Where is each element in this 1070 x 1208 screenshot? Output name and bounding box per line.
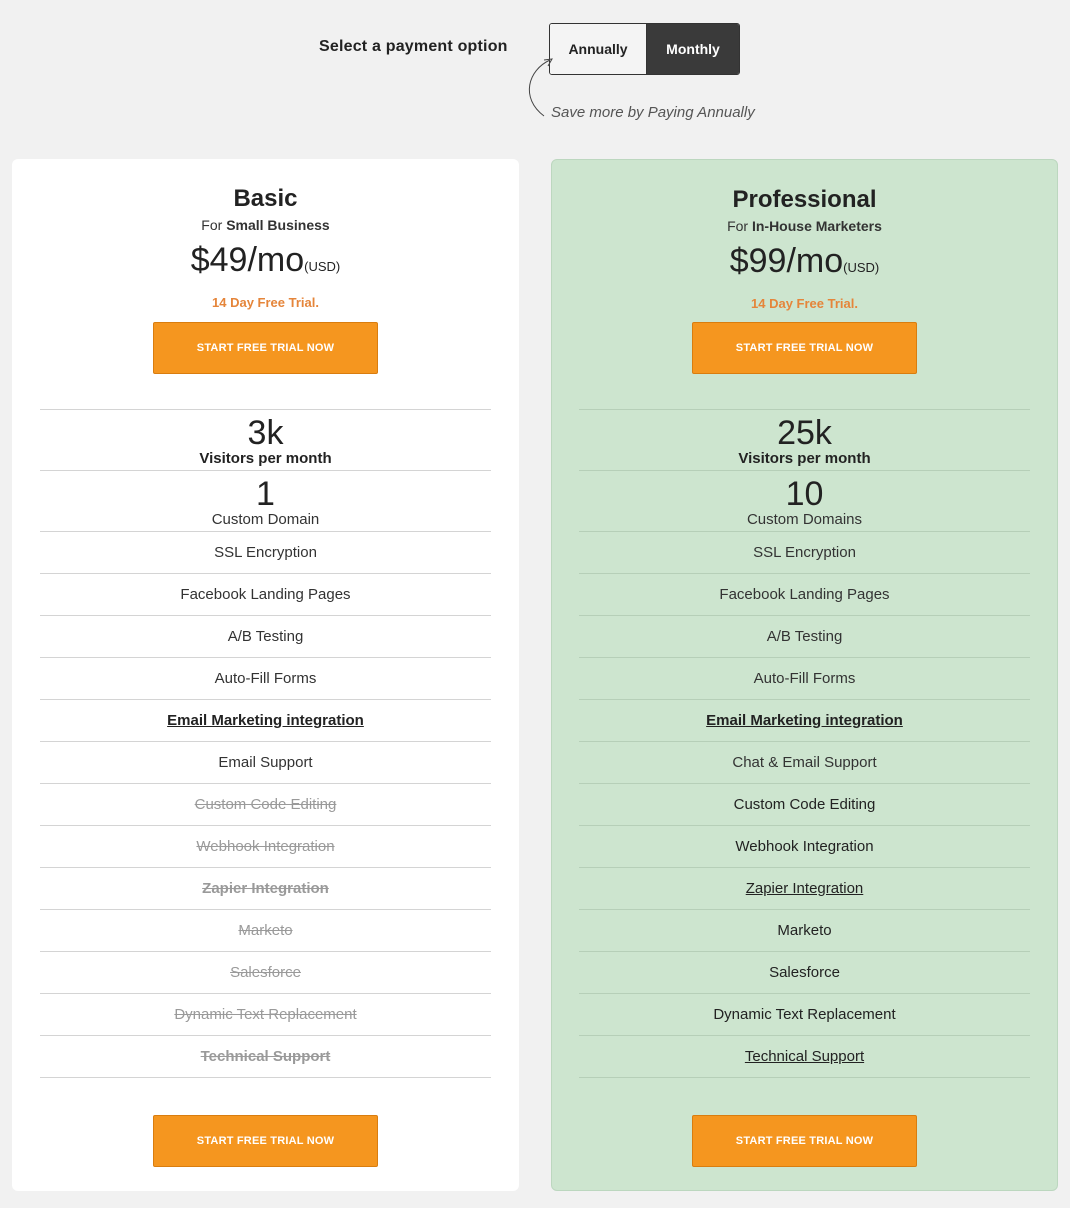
feature-label: A/B Testing	[227, 628, 304, 645]
plan-audience-name: In-House Marketers	[751, 218, 882, 234]
domains-label: Custom Domains	[746, 511, 863, 528]
start-trial-button-bottom[interactable]: START FREE TRIAL NOW	[153, 1115, 378, 1167]
billing-period-toggle	[549, 23, 740, 75]
list-item	[40, 616, 491, 658]
annually-option[interactable]: Annually	[550, 24, 647, 74]
list-item	[40, 700, 491, 742]
start-trial-button-top[interactable]: START FREE TRIAL NOW	[692, 322, 917, 374]
feature-link[interactable]: Zapier Integration	[745, 880, 864, 897]
plan-price-currency: (USD)	[843, 260, 880, 275]
plan-audience	[12, 217, 519, 233]
list-item	[40, 910, 491, 952]
payment-option-label: Select a payment option	[319, 38, 508, 55]
feature-label: SSL Encryption	[753, 544, 856, 561]
list-item	[579, 952, 1030, 994]
feature-label: Facebook Landing Pages	[719, 586, 890, 603]
list-item	[579, 994, 1030, 1036]
feature-label-unavailable: Technical Support	[200, 1048, 331, 1065]
feature-label-unavailable: Dynamic Text Replacement	[174, 1006, 357, 1023]
feature-label: Dynamic Text Replacement	[713, 1006, 896, 1023]
list-item	[40, 826, 491, 868]
plan-price	[12, 241, 519, 280]
start-trial-button-top[interactable]: START FREE TRIAL NOW	[153, 322, 378, 374]
feature-link[interactable]: Email Marketing integration	[706, 712, 903, 729]
list-item	[40, 952, 491, 994]
visitors-count: 3k	[247, 414, 284, 452]
feature-label-unavailable: Salesforce	[230, 964, 301, 981]
list-item	[579, 826, 1030, 868]
list-item	[579, 700, 1030, 742]
feature-label: Webhook Integration	[735, 838, 874, 855]
plan-price-amount: $49/mo	[190, 241, 305, 279]
feature-label: Marketo	[777, 922, 832, 939]
start-trial-button-bottom[interactable]: START FREE TRIAL NOW	[692, 1115, 917, 1167]
visitors-label: Visitors per month	[199, 450, 332, 467]
feature-label: SSL Encryption	[214, 544, 317, 561]
list-item	[579, 784, 1030, 826]
plan-audience-name: Small Business	[226, 217, 330, 233]
feature-label-unavailable: Webhook Integration	[196, 838, 335, 855]
list-item	[579, 616, 1030, 658]
plan-price-amount: $99/mo	[729, 242, 844, 280]
feature-link[interactable]: Email Marketing integration	[167, 712, 364, 729]
list-item	[40, 532, 491, 574]
feature-list	[579, 409, 1030, 1078]
plan-audience	[552, 218, 1057, 234]
list-item	[579, 742, 1030, 784]
list-item	[40, 994, 491, 1036]
domains-row	[40, 471, 491, 532]
feature-label: Auto-Fill Forms	[214, 670, 317, 687]
list-item	[579, 574, 1030, 616]
domains-count: 1	[256, 475, 275, 513]
feature-label: Salesforce	[769, 964, 840, 981]
feature-label: A/B Testing	[766, 628, 843, 645]
feature-list	[40, 409, 491, 1078]
plan-price	[552, 242, 1057, 281]
plan-price-currency: (USD)	[304, 259, 341, 274]
feature-link[interactable]: Technical Support	[744, 1048, 865, 1065]
list-item	[40, 868, 491, 910]
annual-savings-hint: Save more by Paying Annually	[551, 104, 755, 121]
feature-label: Facebook Landing Pages	[180, 586, 351, 603]
plan-card-basic	[12, 159, 519, 1191]
visitors-row	[40, 410, 491, 471]
plan-name: Basic	[233, 185, 298, 212]
domains-label: Custom Domain	[211, 511, 320, 528]
list-item	[579, 532, 1030, 574]
feature-label: Auto-Fill Forms	[753, 670, 856, 687]
monthly-option[interactable]: Monthly	[647, 24, 739, 74]
trial-note: 14 Day Free Trial.	[751, 296, 858, 311]
plan-name: Professional	[732, 186, 877, 213]
list-item	[40, 742, 491, 784]
list-item	[40, 784, 491, 826]
feature-label: Chat & Email Support	[732, 754, 877, 771]
domains-row	[579, 471, 1030, 532]
feature-label: Email Support	[218, 754, 313, 771]
list-item	[579, 1036, 1030, 1078]
list-item	[579, 658, 1030, 700]
plan-card-professional	[551, 159, 1058, 1191]
domains-count: 10	[785, 475, 824, 513]
feature-label-unavailable: Zapier Integration	[202, 880, 329, 897]
visitors-row	[579, 410, 1030, 471]
list-item	[579, 868, 1030, 910]
visitors-count: 25k	[777, 414, 832, 452]
feature-label-unavailable: Marketo	[238, 922, 293, 939]
plan-audience-prefix: For	[201, 217, 223, 233]
trial-note: 14 Day Free Trial.	[212, 295, 319, 310]
list-item	[40, 658, 491, 700]
list-item	[579, 910, 1030, 952]
visitors-label: Visitors per month	[738, 450, 871, 467]
feature-label: Custom Code Editing	[733, 796, 876, 813]
list-item	[40, 1036, 491, 1078]
list-item	[40, 574, 491, 616]
feature-label-unavailable: Custom Code Editing	[194, 796, 337, 813]
plan-audience-prefix: For	[727, 218, 749, 234]
